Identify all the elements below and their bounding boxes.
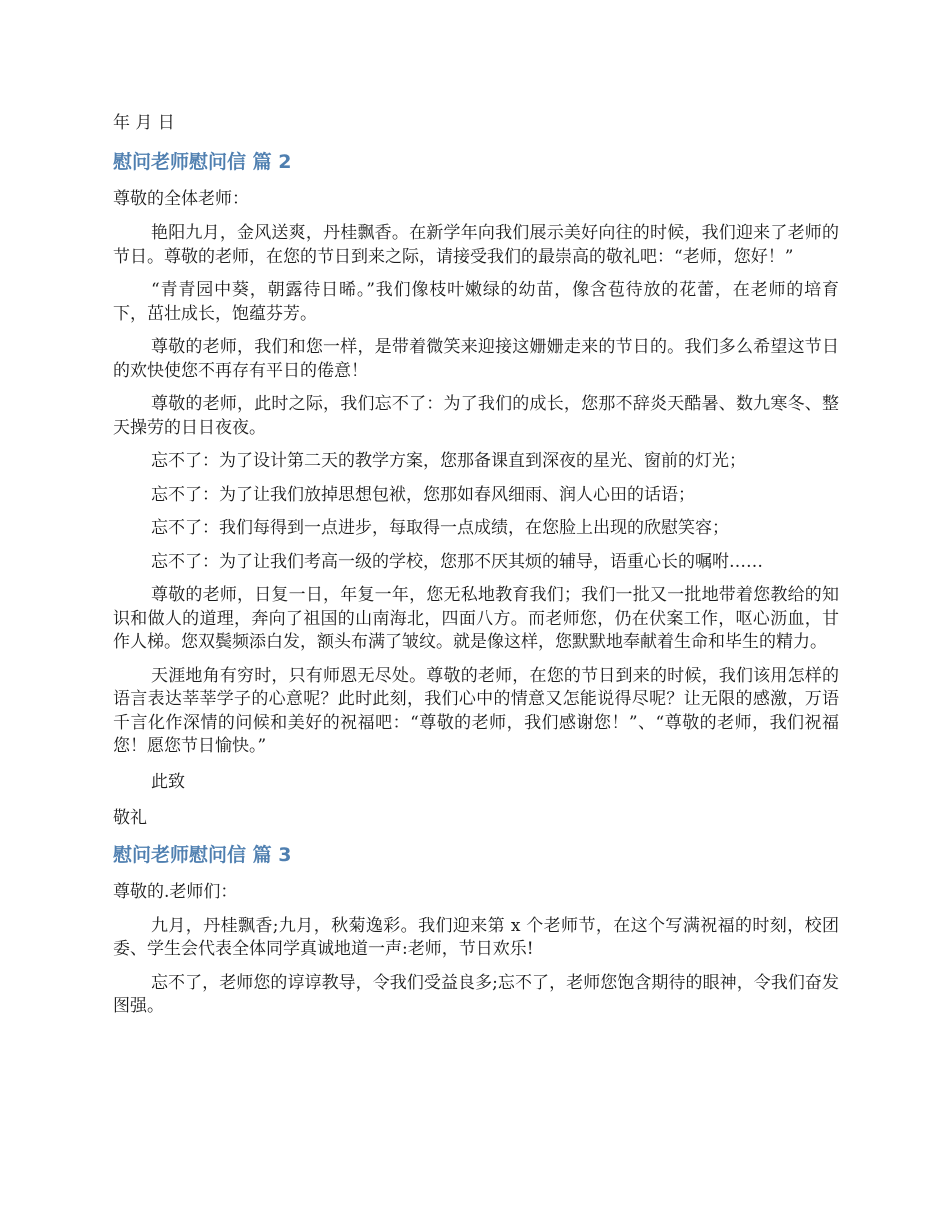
paragraph: 忘不了：我们每得到一点进步，每取得一点成绩，在您脸上出现的欣慰笑容； (151, 518, 729, 538)
document-content (113, 110, 839, 1029)
paragraph: 忘不了：为了设计第二天的教学方案，您那备课直到深夜的星光、窗前的灯光； (151, 451, 746, 471)
paragraph: 天涯地角有穷时，只有师恩无尽处。尊敬的老师，在您的节日到来的时候，我们该用怎样的语言表达莘莘学子的心意呢？此时此刻，我们心中的情意又怎能说得尽呢？让无限的感激，万语千言化作深情的问候和美好的祝福吧：“尊敬的老师，我们感谢您！”、“尊敬的老师，我们祝福您！愿您节日愉快。” (113, 665, 839, 756)
date-line: 年 月 日 (113, 113, 175, 133)
section-3-salutation: 尊敬的.老师们： (113, 881, 238, 902)
section-2-regards: 敬礼 (113, 807, 147, 828)
paragraph: 艳阳九月，金风送爽，丹桂飘香。在新学年向我们展示美好向往的时候，我们迎来了老师的节日。尊敬的老师，在您的节日到来之际，请接受我们的最崇高的敬礼吧：“老师，您好！” (113, 223, 839, 267)
paragraph: 尊敬的老师，日复一日，年复一年，您无私地教育我们；我们一批又一批地带着您教给的知识和做人的道理，奔向了祖国的山南海北，四面八方。而老师您，仍在伏案工作，呕心沥血，甘作人梯。您双鬓频添白发，额头布满了皱纹。就是像这样，您默默地奉献着生命和毕生的精力。 (113, 585, 839, 652)
section-2-salutation: 尊敬的全体老师： (113, 189, 249, 209)
section-2-title: 慰问老师慰问信 篇 2 (113, 151, 292, 173)
section-2-closing: 此致 (151, 771, 185, 792)
section-3 (113, 841, 839, 1019)
paragraph: 尊敬的老师，此时之际，我们忘不了：为了我们的成长，您那不辞炎天酷暑、数九寒冬、整天操劳的日日夜夜。 (113, 394, 839, 438)
paragraph: 忘不了：为了让我们放掉思想包袱，您那如春风细雨、润人心田的话语； (151, 484, 695, 505)
paragraph: 尊敬的老师，我们和您一样，是带着微笑来迎接这姗姗走来的节日的。我们多么希望这节日的欢快使您不再存有平日的倦意！ (113, 337, 839, 381)
paragraph: “青青园中葵，朝露待日晞。”我们像枝叶嫩绿的幼苗，像含苞待放的花蕾，在老师的培育下，茁壮成长，饱蕴芬芳。 (113, 280, 839, 324)
section-2 (113, 148, 839, 831)
paragraph: 忘不了，老师您的谆谆教导，令我们受益良多;忘不了，老师您饱含期待的眼神，令我们奋发图强。 (113, 972, 839, 1016)
paragraph: 九月，丹桂飘香;九月，秋菊逸彩。我们迎来第 x 个老师节，在这个写满祝福的时刻，校团委、学生会代表全体同学真诚地道一声:老师，节日欢乐! (113, 915, 839, 959)
paragraph: 忘不了：为了让我们考高一级的学校，您那不厌其烦的辅导，语重心长的嘱咐…… (151, 551, 763, 572)
section-3-title: 慰问老师慰问信 篇 3 (113, 843, 292, 866)
